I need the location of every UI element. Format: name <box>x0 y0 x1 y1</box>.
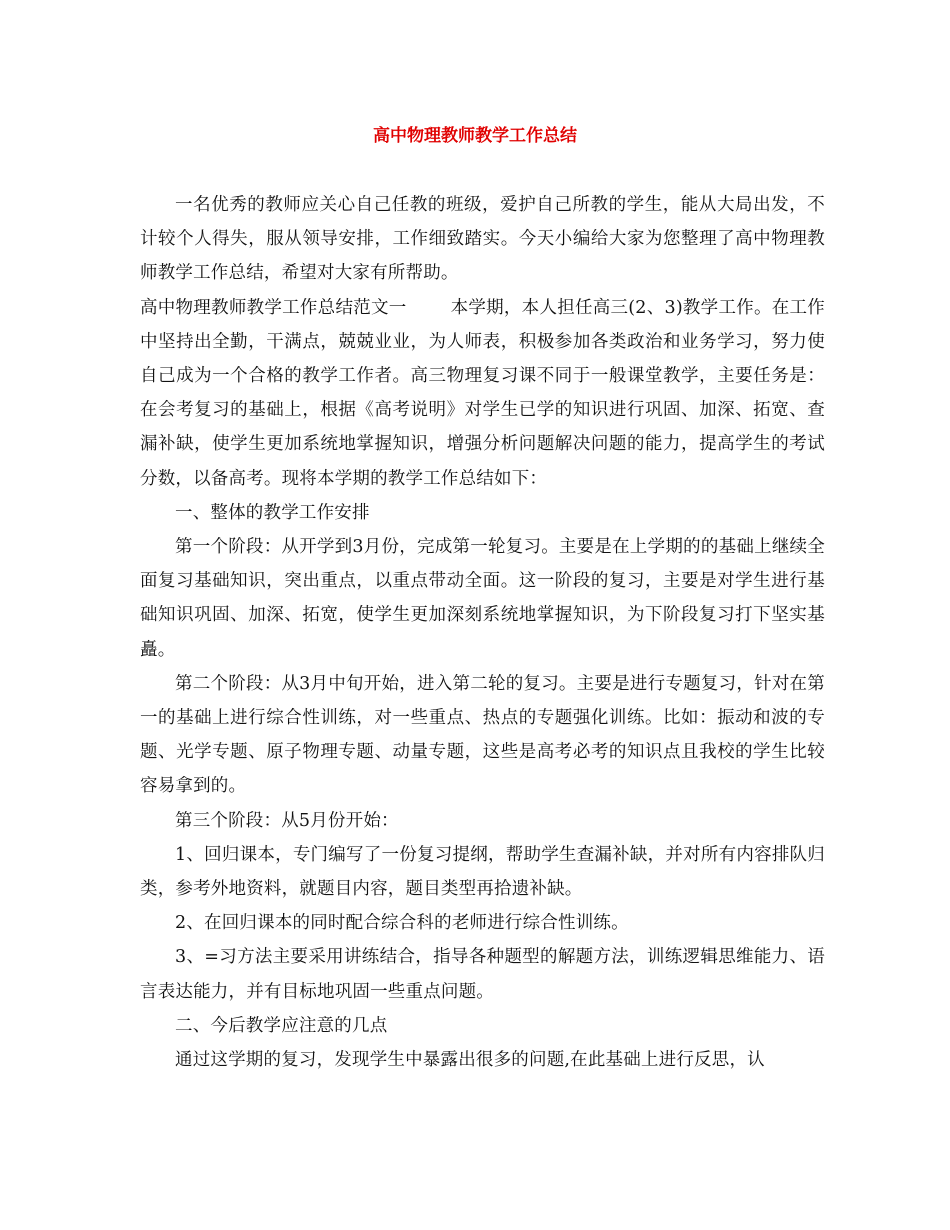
stage-one-paragraph: 第一个阶段：从开学到3月份，完成第一轮复习。主要是在上学期的的基础上继续全面复习基础知识，突出重点，以重点带动全面。这一阶段的复习，主要是对学生进行基础知识巩固、加深、拓宽，使学生更加深刻系统地掌握知识，为下阶段复习打下坚实基矗。 <box>140 537 825 660</box>
heading-future-notes: 二、今后教学应注意的几点 <box>175 1015 388 1036</box>
document-title: 高中物理教师教学工作总结 <box>373 126 577 146</box>
stage-two-paragraph: 第二个阶段：从3月中旬开始，进入第二轮的复习。主要是进行专题复习，针对在第一的基础上进行综合性训练，对一些重点、热点的专题强化训练。比如：振动和波的专题、光学专题、原子物理专题、动量专题，这些是高考必考的知识点且我校的学生比较容易拿到的。 <box>140 673 825 797</box>
reflection-paragraph: 通过这学期的复习，发现学生中暴露出很多的问题,在此基础上进行反思，认 <box>175 1050 765 1071</box>
sample-intro-text: 本学期，本人担任高三(2、3)教学工作。在工作中坚持出全勤，干满点，兢兢业业，为人师表，积极参加各类政治和业务学习，努力使自己成为一个合格的教学工作者。高三物理复习课不同于一般课堂教学，主要任务是：在会考复习的基础上，根据《高考说明》对学生已学的知识进行巩固、加深、拓宽、查漏补缺，使学生更加系统地掌握知识，增强分析问题解决问题的能力，提高学生的考试分数，以备高考。现将本学期的教学工作总结如下： <box>140 297 825 489</box>
intro-paragraph: 一名优秀的教师应关心自己任教的班级，爱护自己所教的学生，能从大局出发，不计较个人得失，服从领导安排，工作细致踏实。今天小编给大家为您整理了高中物理教师教学工作总结，希望对大家有所帮助。 <box>140 195 825 284</box>
sample-heading: 高中物理教师教学工作总结范文一 <box>140 297 407 318</box>
document-body <box>140 188 825 1077</box>
section-paragraph-fanwen <box>140 291 825 496</box>
list-item-3: 3、=习方法主要采用讲练结合，指导各种题型的解题方法，训练逻辑思维能力、语言表达能力，并有目标地巩固一些重点问题。 <box>140 947 825 1002</box>
list-item-1: 1、回归课本，专门编写了一份复习提纲，帮助学生查漏补缺，并对所有内容排队归类，参考外地资料，就题目内容，题目类型再拾遗补缺。 <box>140 844 825 900</box>
heading-overall-arrangement: 一、整体的教学工作安排 <box>175 502 370 523</box>
stage-three-paragraph: 第三个阶段：从5月份开始： <box>175 810 399 831</box>
list-item-2: 2、在回归课本的同时配合综合科的老师进行综合性训练。 <box>175 913 629 934</box>
